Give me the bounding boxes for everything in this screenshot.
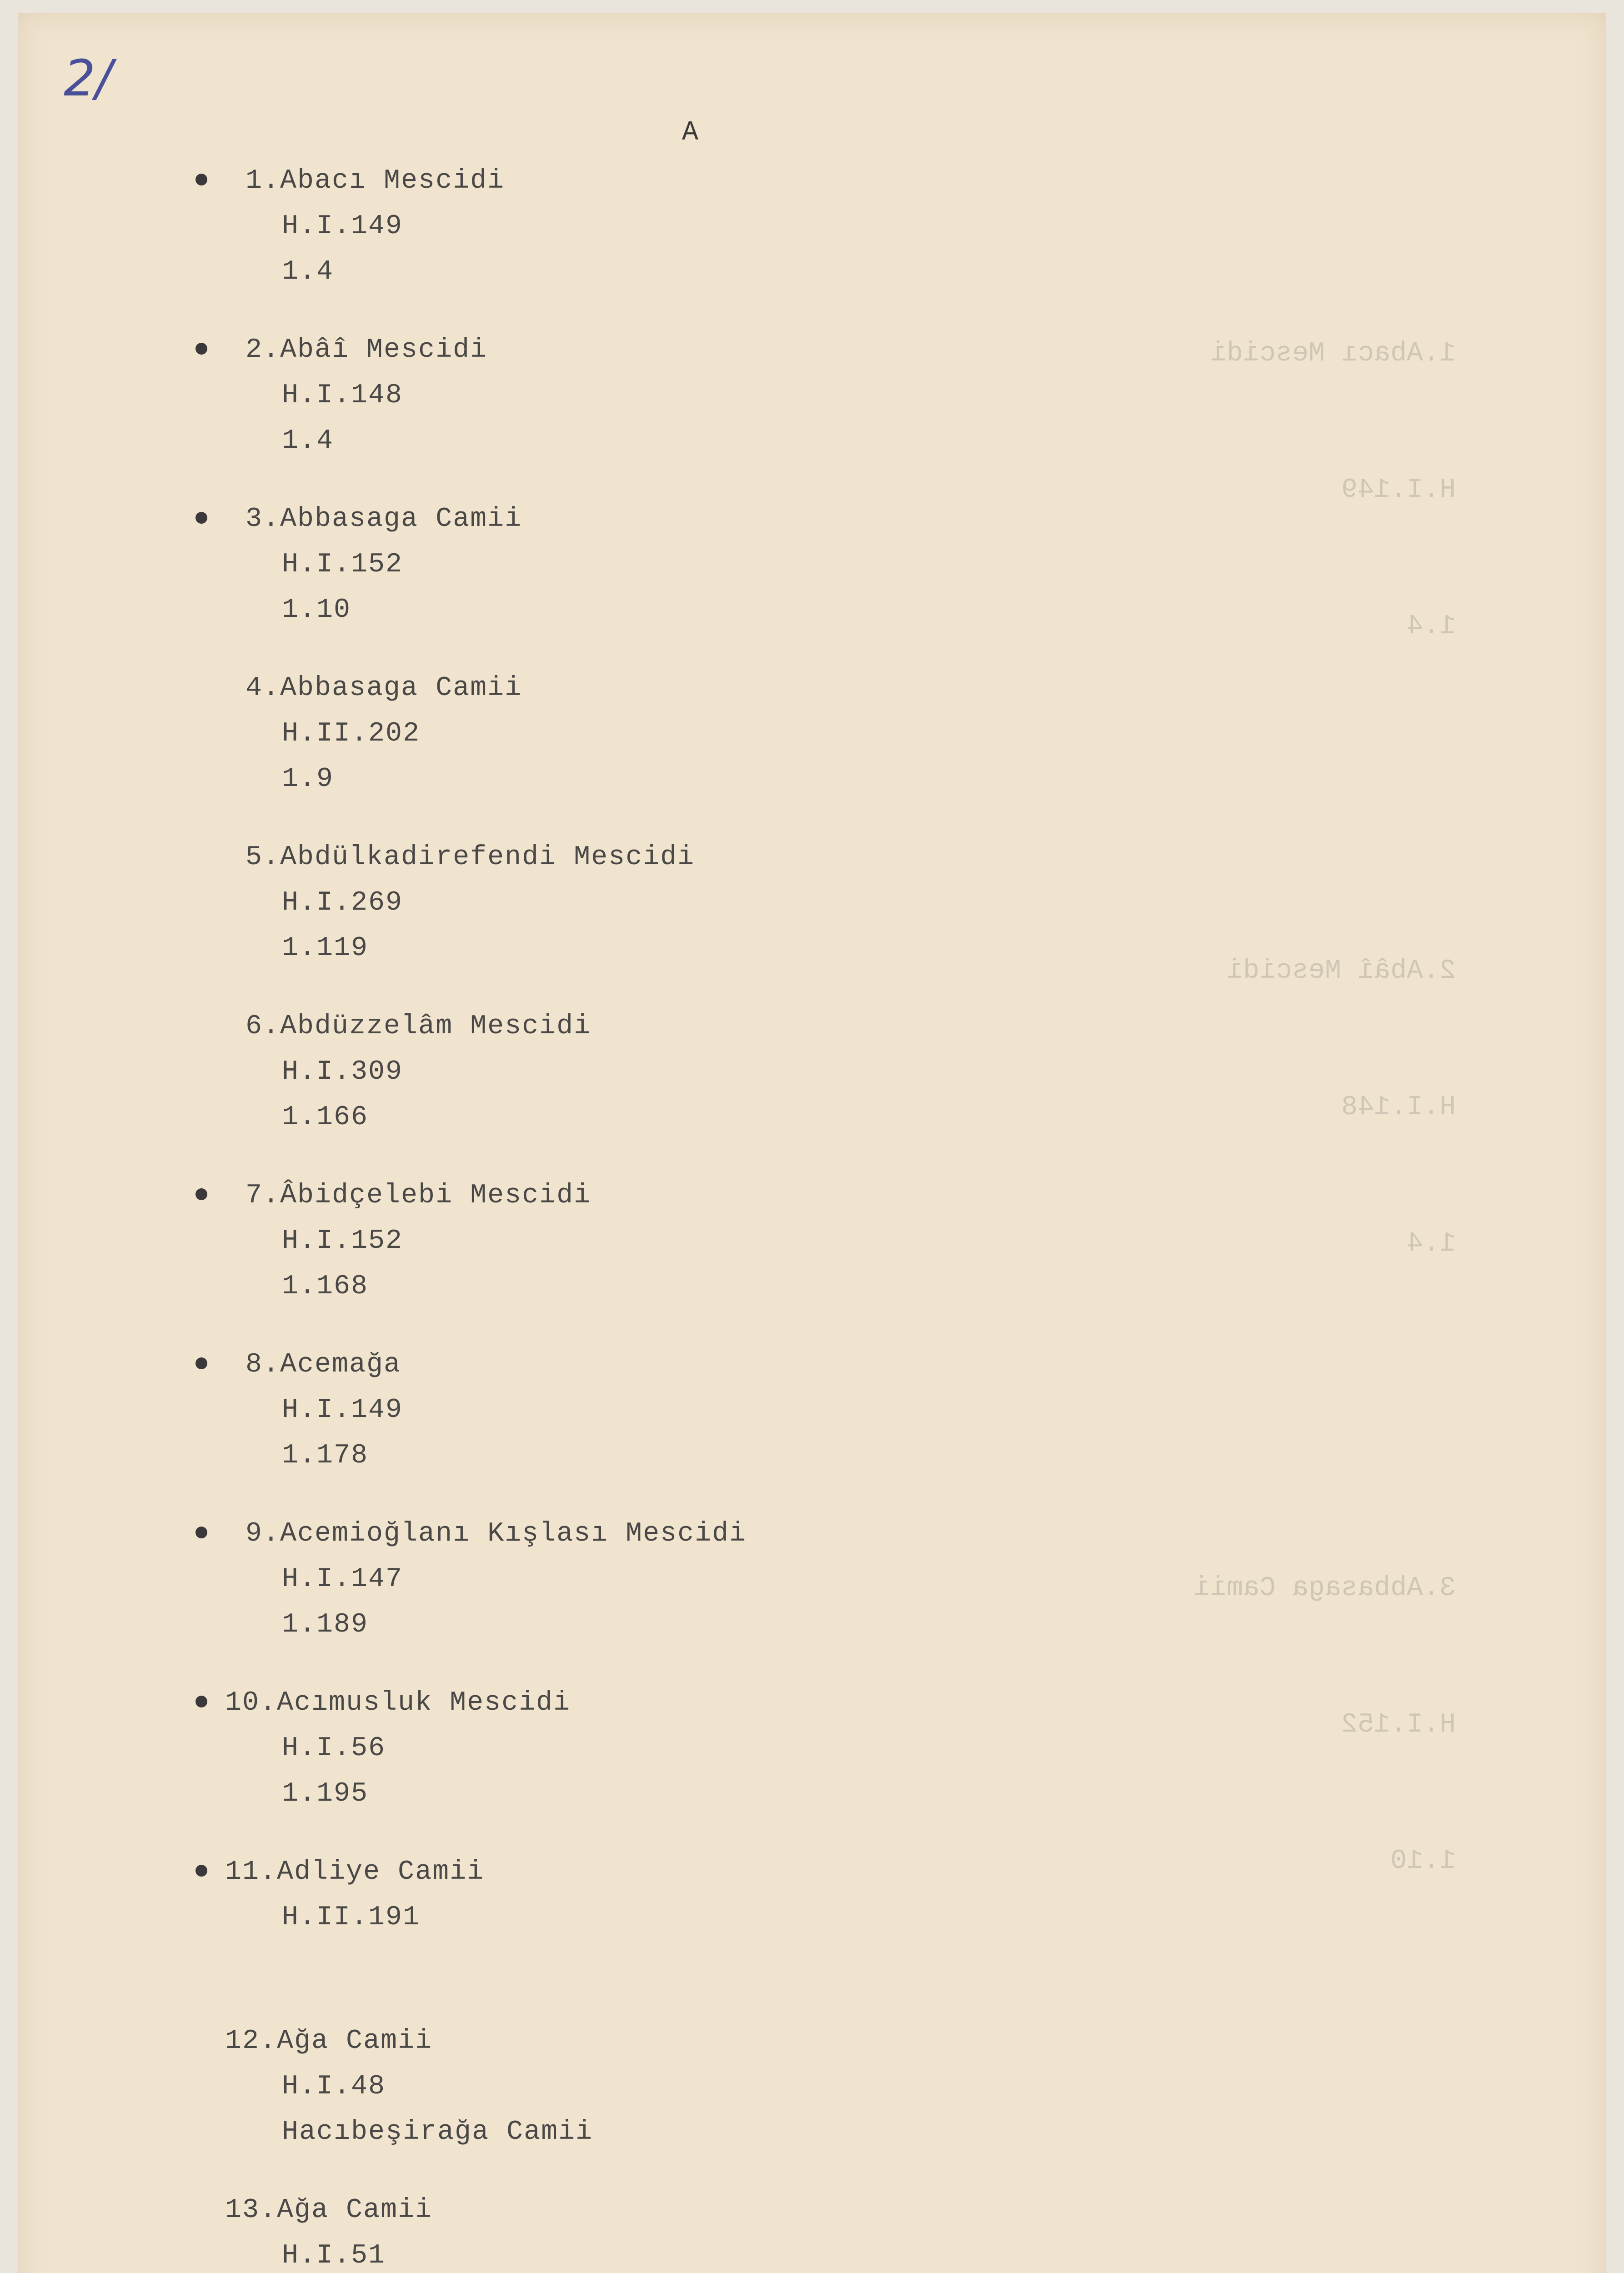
entry-title: 13.Ağa Camii	[225, 2195, 433, 2226]
list-item	[18, 835, 1606, 1004]
entry-title: 4.Abbasaga Camii	[246, 673, 522, 704]
entry-reference: H.II.191	[282, 1902, 421, 1933]
list-item	[18, 1004, 1606, 1173]
bullet-mark	[195, 512, 207, 524]
list-item	[18, 1173, 1606, 1342]
entry-reference: H.I.149	[282, 211, 403, 242]
entry-reference: H.I.147	[282, 1564, 403, 1595]
bullet-mark	[195, 1527, 207, 1538]
entry-title: 12.Ağa Camii	[225, 2026, 433, 2057]
entry-title: 11.Adliye Camii	[225, 1857, 485, 1887]
list-item	[18, 666, 1606, 835]
list-item	[18, 2018, 1606, 2188]
list-item	[18, 1511, 1606, 1680]
entry-title: 6.Abdüzzelâm Mescidi	[246, 1011, 591, 1042]
show-through-entry: 2.Abâî Mescidi H.I.148 1.4	[1226, 956, 1456, 1259]
bullet-mark	[195, 1696, 207, 1707]
bullet-mark	[195, 343, 207, 355]
entry-note: 1.4	[282, 426, 334, 456]
document-page	[18, 13, 1606, 2273]
entry-reference: H.II.202	[282, 718, 421, 749]
entry-reference: H.I.152	[282, 1226, 403, 1257]
list-item	[18, 1680, 1606, 1849]
entry-title: 7.Âbidçelebi Mescidi	[246, 1180, 591, 1211]
list-item	[18, 2188, 1606, 2273]
entry-title: 10.Acımusluk Mescidi	[225, 1687, 571, 1718]
entry-note: 1.178	[282, 1440, 369, 1471]
entry-title: 5.Abdülkadirefendi Mescidi	[246, 842, 695, 873]
list-item	[18, 327, 1606, 496]
entry-reference: H.I.48	[282, 2071, 386, 2102]
entry-title: 2.Abâî Mescidi	[246, 335, 488, 365]
entry-note: Hacıbeşirağa Camii	[282, 2117, 593, 2148]
entry-note: 1.166	[282, 1102, 369, 1133]
list-item	[18, 496, 1606, 666]
list-item	[18, 158, 1606, 327]
entry-note: 1.119	[282, 933, 369, 964]
entry-note: 1.10	[282, 595, 351, 626]
entry-note: 1.189	[282, 1609, 369, 1640]
entry-reference: H.I.269	[282, 887, 403, 918]
entry-reference: H.I.51	[282, 2240, 386, 2271]
entry-reference: H.I.309	[282, 1056, 403, 1087]
entry-reference: H.I.148	[282, 380, 403, 411]
entry-title: 3.Abbasaga Camii	[246, 504, 522, 535]
entry-note: 1.195	[282, 1778, 369, 1809]
entry-note: 1.4	[282, 256, 334, 287]
bullet-mark	[195, 1188, 207, 1200]
show-through-entry: 3.Abbasaga Camii H.I.152 1.10	[1193, 1573, 1456, 1877]
entry-title: 1.Abacı Mescidi	[246, 165, 505, 196]
list-item	[18, 1342, 1606, 1511]
bullet-mark	[195, 1865, 207, 1877]
show-through-entry: 1.Abacı Mescidi H.I.149 1.4	[1210, 338, 1456, 642]
entry-note: 1.9	[282, 764, 334, 795]
entry-reference: H.I.152	[282, 549, 403, 580]
entry-title: 8.Acemağa	[246, 1349, 401, 1380]
folio-number: 2/	[64, 49, 113, 107]
entry-reference: H.I.149	[282, 1395, 403, 1426]
entry-reference: H.I.56	[282, 1733, 386, 1764]
bullet-mark	[195, 1357, 207, 1369]
entry-title: 9.Acemioğlanı Kışlası Mescidi	[246, 1518, 747, 1549]
list-item	[18, 1849, 1606, 2018]
entry-note: 1.168	[282, 1271, 369, 1302]
entry-list	[18, 158, 1606, 2273]
section-letter: A	[682, 117, 699, 148]
bullet-mark	[195, 174, 207, 185]
